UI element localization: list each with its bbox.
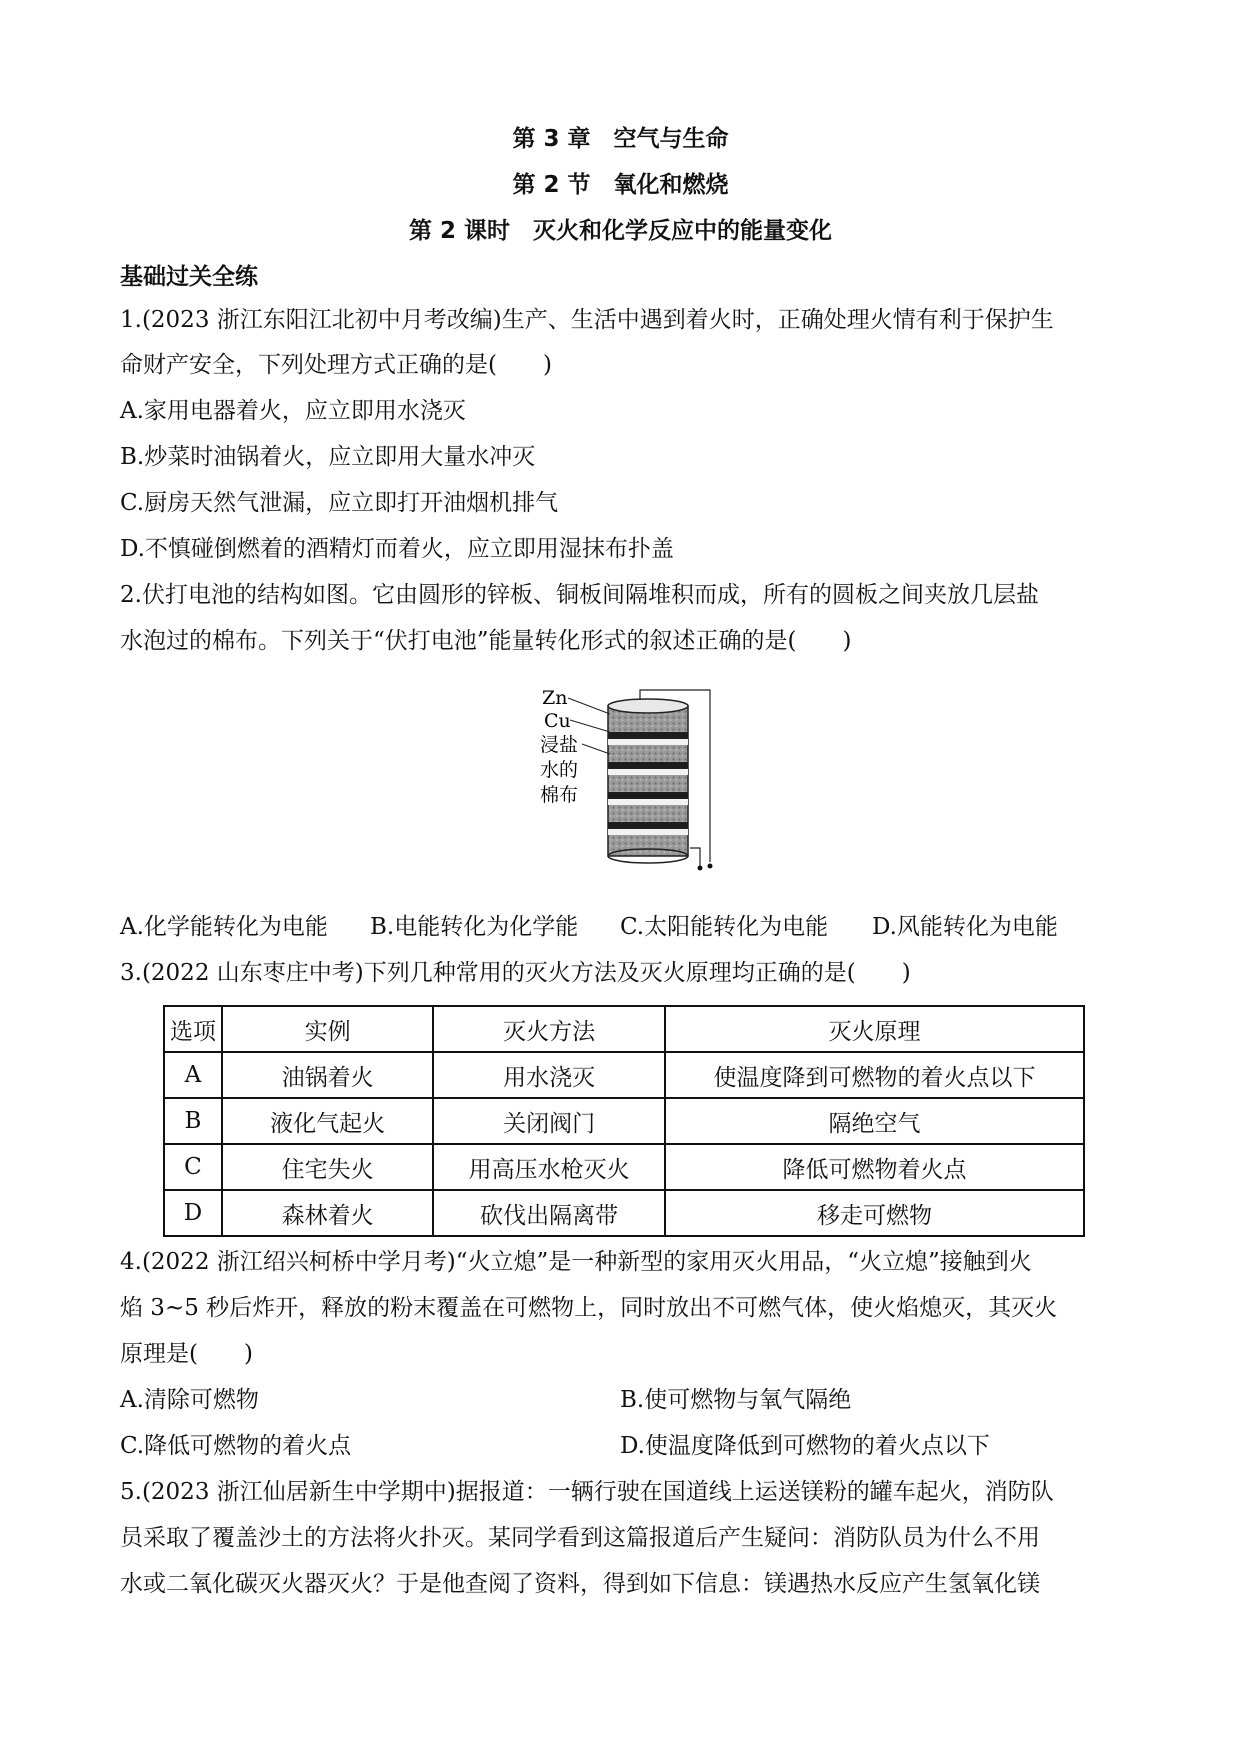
q1-option-b: B.炒菜时油锅着火，应立即用大量水冲灭 bbox=[120, 444, 536, 470]
label-cloth-3: 棉布 bbox=[540, 784, 579, 806]
practice-heading: 基础过关全练 bbox=[120, 264, 258, 290]
wire-bottom bbox=[690, 848, 700, 868]
q1-option-c: C.厨房天然气泄漏，应立即打开油烟机排气 bbox=[120, 490, 559, 516]
q4-option-c: C.降低可燃物的着火点 bbox=[120, 1433, 352, 1459]
table-cell: 砍伐出隔离带 bbox=[433, 1190, 664, 1236]
table-cell: D bbox=[164, 1190, 222, 1236]
table-row bbox=[164, 1052, 1084, 1098]
q5-stem-line2: 员采取了覆盖沙土的方法将火扑灭。某同学看到这篇报道后产生疑问：消防队员为什么不用 bbox=[120, 1525, 1040, 1551]
chapter-title: 第 3 章 空气与生命 bbox=[512, 126, 729, 152]
label-zn: Zn bbox=[542, 687, 568, 709]
table-cell: 森林着火 bbox=[222, 1190, 434, 1236]
table-cell: 液化气起火 bbox=[222, 1098, 434, 1144]
table-cell: A bbox=[164, 1052, 222, 1098]
q4-stem-line3: 原理是( ) bbox=[120, 1341, 253, 1367]
q4-option-a: A.清除可燃物 bbox=[120, 1387, 259, 1413]
table-header-cell: 灭火方法 bbox=[433, 1006, 664, 1052]
q1-option-d: D.不慎碰倒燃着的酒精灯而着火，应立即用湿抹布扑盖 bbox=[120, 536, 674, 562]
q2-option-a: A.化学能转化为电能 bbox=[120, 914, 328, 940]
q4-stem-line2: 焰 3~5 秒后炸开，释放的粉末覆盖在可燃物上，同时放出不可燃气体，使火焰熄灭，其灭火 bbox=[120, 1295, 1058, 1321]
table-header-cell: 灭火原理 bbox=[665, 1006, 1084, 1052]
table-cell: 隔绝空气 bbox=[665, 1098, 1084, 1144]
q4-option-b: B.使可燃物与氧气隔绝 bbox=[620, 1387, 852, 1413]
q2-option-c: C.太阳能转化为电能 bbox=[620, 914, 829, 940]
table-header-row bbox=[164, 1006, 1084, 1052]
q2-option-d: D.风能转化为电能 bbox=[872, 914, 1058, 940]
q2-stem-line1: 2.伏打电池的结构如图。它由圆形的锌板、铜板间隔堆积而成，所有的圆板之间夹放几层盐 bbox=[120, 582, 1039, 608]
table-cell: C bbox=[164, 1144, 222, 1190]
q3-stem: 3.(2022 山东枣庄中考)下列几种常用的灭火方法及灭火原理均正确的是( ) bbox=[120, 960, 911, 986]
voltaic-pile-figure bbox=[540, 686, 740, 876]
table-header-cell: 选项 bbox=[164, 1006, 222, 1052]
table-cell: 关闭阀门 bbox=[433, 1098, 664, 1144]
table-cell: 移走可燃物 bbox=[665, 1190, 1084, 1236]
q2-stem-line2: 水泡过的棉布。下列关于“伏打电池”能量转化形式的叙述正确的是( ) bbox=[120, 628, 852, 654]
label-cloth-2: 水的 bbox=[540, 759, 579, 781]
table-cell: 住宅失火 bbox=[222, 1144, 434, 1190]
table-header-cell: 实例 bbox=[222, 1006, 434, 1052]
section-title: 第 2 节 氧化和燃烧 bbox=[512, 172, 729, 198]
table-cell: 油锅着火 bbox=[222, 1052, 434, 1098]
table-cell: 降低可燃物着火点 bbox=[665, 1144, 1084, 1190]
table-cell: 用高压水枪灭火 bbox=[433, 1144, 664, 1190]
q4-stem-line1: 4.(2022 浙江绍兴柯桥中学月考)“火立熄”是一种新型的家用灭火用品，“火立熄”接触到火 bbox=[120, 1249, 1032, 1275]
q5-stem-line3: 水或二氧化碳灭火器灭火？于是他查阅了资料，得到如下信息：镁遇热水反应产生氢氧化镁 bbox=[120, 1571, 1040, 1597]
q4-option-d: D.使温度降低到可燃物的着火点以下 bbox=[620, 1433, 990, 1459]
q1-stem-line2: 命财产安全，下列处理方式正确的是( ) bbox=[120, 352, 552, 378]
q1-stem-line1: 1.(2023 浙江东阳江北初中月考改编)生产、生活中遇到着火时，正确处理火情有利于保护生 bbox=[120, 307, 1054, 333]
label-cloth-1: 浸盐 bbox=[540, 734, 579, 756]
lesson-title: 第 2 课时 灭火和化学反应中的能量变化 bbox=[408, 218, 833, 244]
table-cell: B bbox=[164, 1098, 222, 1144]
table-row bbox=[164, 1098, 1084, 1144]
table-row bbox=[164, 1144, 1084, 1190]
table-cell: 使温度降到可燃物的着火点以下 bbox=[665, 1052, 1084, 1098]
table-row bbox=[164, 1190, 1084, 1236]
q5-stem-line1: 5.(2023 浙江仙居新生中学期中)据报道：一辆行驶在国道线上运送镁粉的罐车起火，消防队 bbox=[120, 1479, 1054, 1505]
table-cell: 用水浇灭 bbox=[433, 1052, 664, 1098]
q3-table bbox=[163, 1005, 1085, 1237]
label-cu: Cu bbox=[544, 710, 571, 732]
q2-option-b: B.电能转化为化学能 bbox=[370, 914, 579, 940]
q1-option-a: A.家用电器着火，应立即用水浇灭 bbox=[120, 398, 466, 424]
